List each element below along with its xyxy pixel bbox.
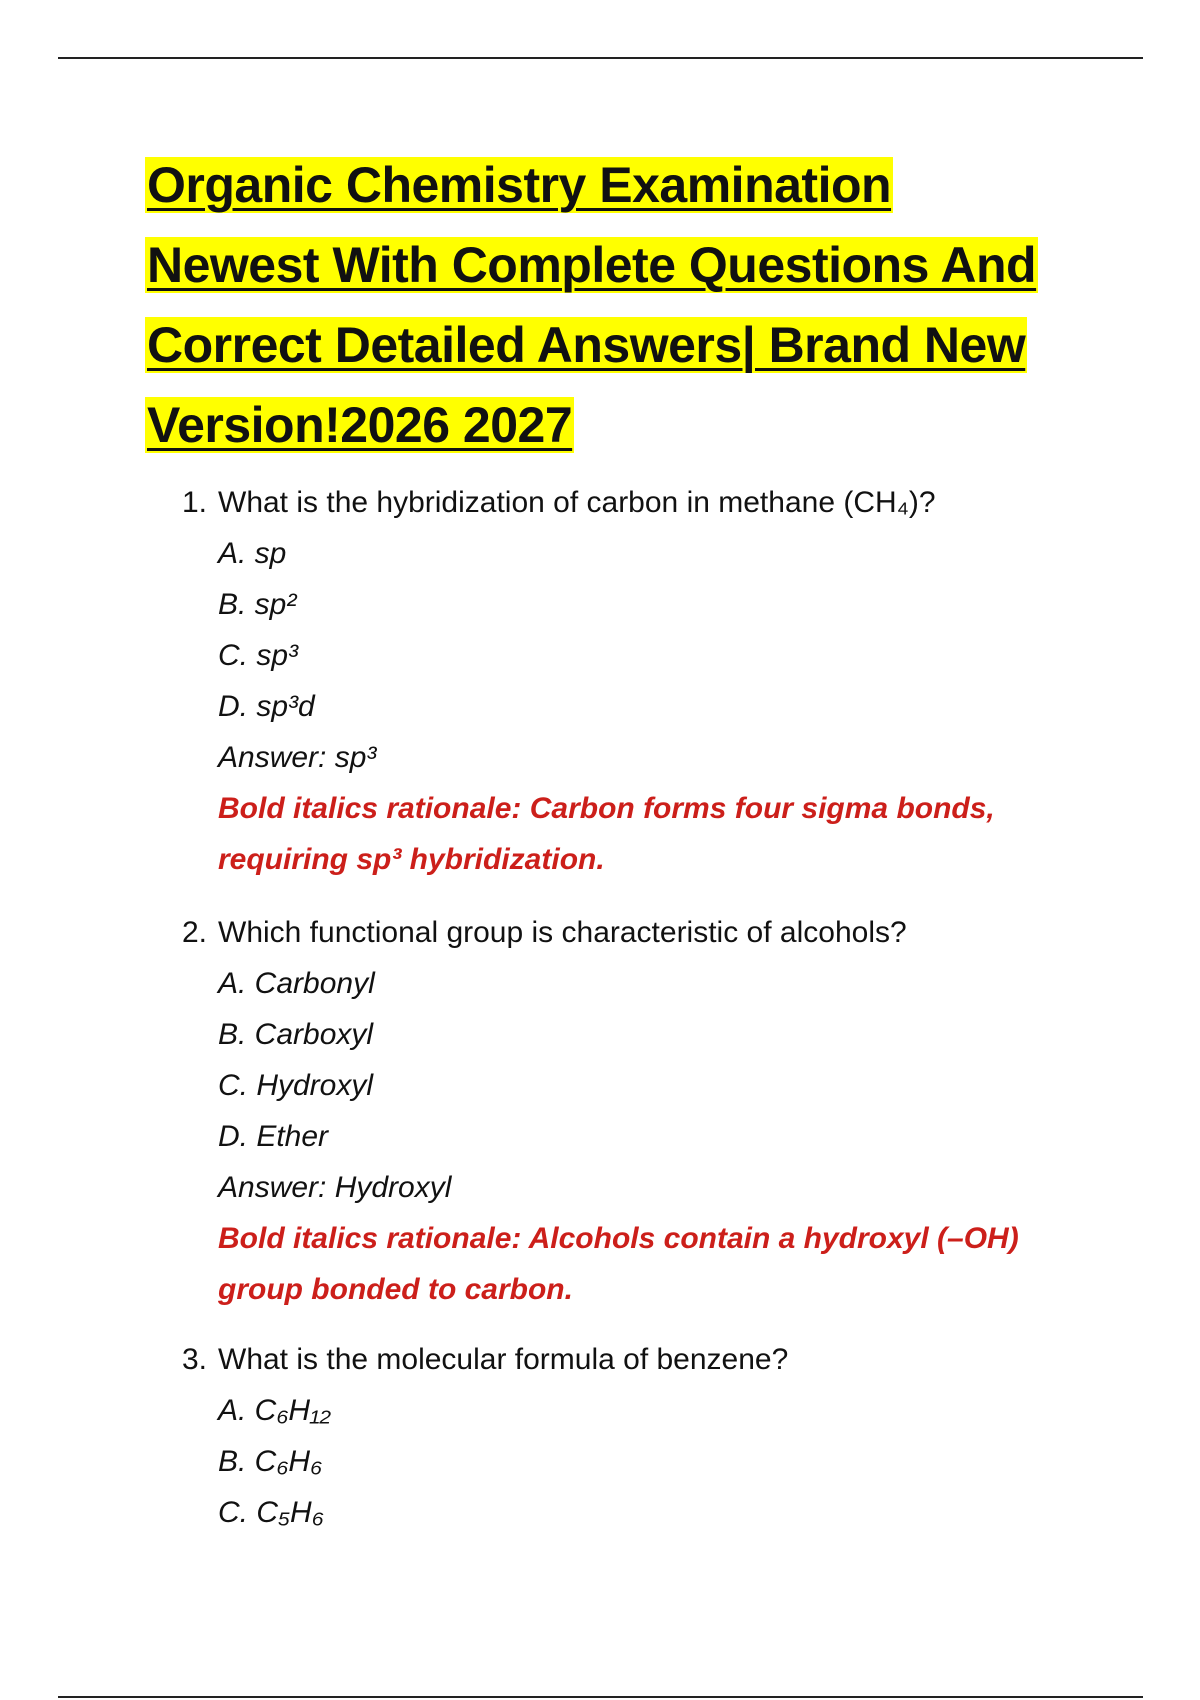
question-2	[182, 908, 1082, 1315]
option-d: D. sp³d	[218, 690, 315, 723]
answer-line: Answer: Hydroxyl	[218, 1171, 452, 1204]
title-line-1: Organic Chemistry Examination	[147, 157, 892, 213]
option-a: A. sp	[218, 537, 287, 570]
option-b: B. Carboxyl	[218, 1018, 374, 1051]
question-number: 3.	[182, 1343, 208, 1376]
header-rule	[58, 57, 1143, 59]
option-c: C. C₅H₆	[218, 1496, 324, 1529]
title-line-2: Newest With Complete Questions And	[147, 237, 1037, 293]
footer-rule	[58, 1696, 1143, 1698]
question-prompt: What is the molecular formula of benzene?	[218, 1343, 789, 1376]
question-prompt: What is the hybridization of carbon in methane (CH₄)?	[218, 486, 936, 519]
option-b: B. C₆H₆	[218, 1445, 323, 1478]
option-c: C. sp³	[218, 639, 299, 672]
document-title	[145, 145, 1065, 465]
question-text	[182, 478, 1082, 528]
rationale-text: Bold italics rationale: Carbon forms four sigma bonds, requiring sp³ hybridization.	[218, 792, 995, 876]
title-line-4: Version!2026 2027	[147, 397, 573, 453]
option-d: D. Ether	[218, 1120, 329, 1153]
title-line-3: Correct Detailed Answers| Brand New	[147, 317, 1026, 373]
question-3	[182, 1335, 1082, 1538]
option-a: A. Carbonyl	[218, 967, 375, 1000]
question-text	[182, 1335, 1082, 1385]
question-prompt: Which functional group is characteristic of alcohols?	[218, 916, 907, 949]
question-text	[182, 908, 1082, 958]
option-c: C. Hydroxyl	[218, 1069, 374, 1102]
option-b: B. sp²	[218, 588, 297, 621]
question-number: 1.	[182, 486, 208, 519]
answer-line: Answer: sp³	[218, 741, 377, 774]
question-1	[182, 478, 1082, 885]
rationale-text: Bold italics rationale: Alcohols contain a hydroxyl (–OH) group bonded to carbon.	[218, 1222, 1019, 1306]
option-a: A. C₆H₁₂	[218, 1394, 331, 1427]
question-number: 2.	[182, 916, 208, 949]
